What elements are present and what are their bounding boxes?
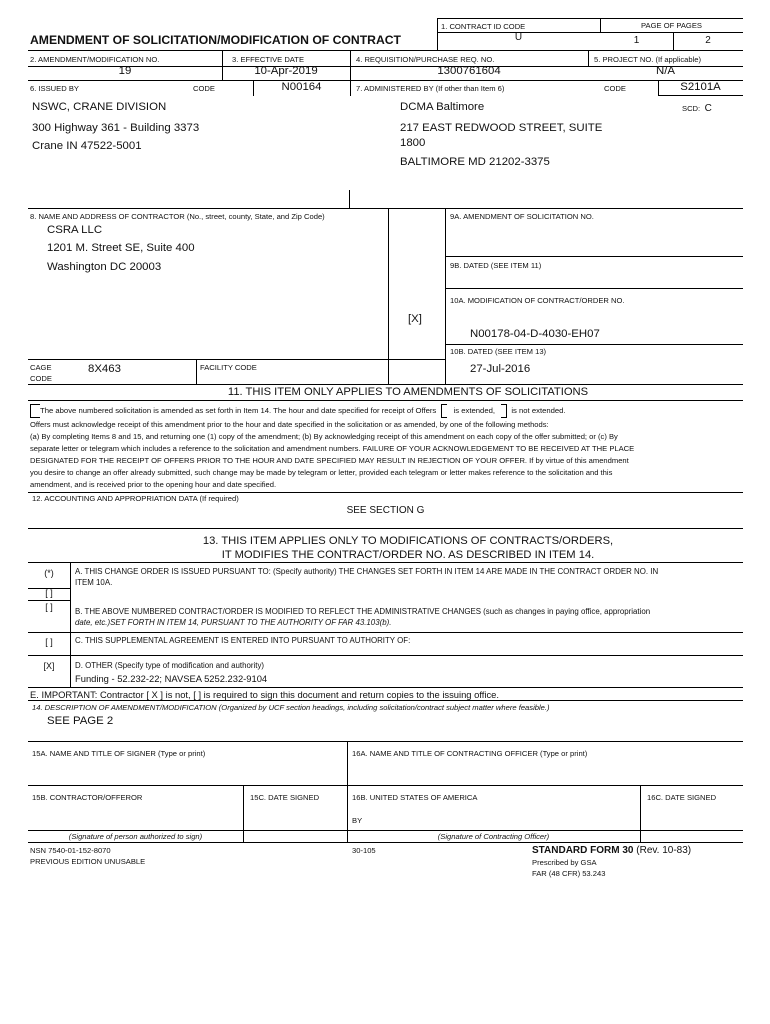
issuer-line-2: 300 Highway 361 - Building 3373 <box>32 122 200 134</box>
option-d-checkbox[interactable]: [X] <box>43 661 55 671</box>
item-14-value: SEE PAGE 2 <box>47 715 114 727</box>
project-no-value: N/A <box>656 65 675 77</box>
option-a-checkbox[interactable]: (*) <box>44 568 54 578</box>
not-extended-checkbox[interactable] <box>501 404 507 418</box>
item-11-para-6: amendment, and is received prior to the opening hour and date specified. <box>30 480 277 489</box>
issuer-line-1: NSWC, CRANE DIVISION <box>32 101 167 113</box>
option-b-text-2: date, etc.)SET FORTH IN ITEM 14, PURSUANT TO THE AUTHORITY OF FAR 43.103(b). <box>75 618 392 627</box>
option-c-checkbox[interactable]: [ ] <box>45 637 53 647</box>
item-10a-label: 10A. MODIFICATION OF CONTRACT/ORDER NO. <box>450 296 625 305</box>
important-line: E. IMPORTANT: Contractor [ X ] is not, [ ] is required to sign this document and return copies to the issuing office. <box>30 689 499 700</box>
item-11-para-4: DESIGNATED FOR THE RECEIPT OF OFFERS PRIOR TO THE HOUR AND DATE SPECIFIED MAY RESULT IN REJECTION OF YOUR OFFER. If by virtue of this amendment <box>30 456 629 465</box>
item-13-heading-2: IT MODIFIES THE CONTRACT/ORDER NO. AS DESCRIBED IN ITEM 14. <box>221 549 595 561</box>
signer-name-label: 15A. NAME AND TITLE OF SIGNER (Type or print) <box>32 749 206 758</box>
cage-label-2: CODE <box>30 374 52 383</box>
previous-edition-text: PREVIOUS EDITION UNUSABLE <box>30 857 146 866</box>
item-11-text-a: The above numbered solicitation is amended as set forth in Item 14. The hour and date specified for receipt of Offers <box>40 406 437 416</box>
item-10-checkbox[interactable]: [X] <box>408 313 422 325</box>
item-11-text-c: is not extended. <box>511 406 566 416</box>
administrator-line-2: 217 EAST REDWOOD STREET, SUITE <box>400 122 603 134</box>
standard-form-revision: (Rev. 10-83) <box>636 845 692 856</box>
prescribed-by-text: Prescribed by GSA <box>532 858 597 867</box>
issued-code-value: N00164 <box>281 81 322 93</box>
scd-value: C <box>704 103 712 114</box>
nsn-text: NSN 7540-01-152-8070 <box>30 846 111 855</box>
item-11-para-3: separate letter or telegram which includes a reference to the solicitation and amendment numbers. FAILURE OF YOUR ACKNOWLEDGEMENT TO BE RECEIVED AT THE PLACE <box>30 444 635 453</box>
administrator-line-4: BALTIMORE MD 21202-3375 <box>400 156 550 168</box>
solicitation-amended-checkbox[interactable] <box>30 404 40 418</box>
cage-label-1: CAGE <box>30 363 52 372</box>
item-9a-label: 9A. AMENDMENT OF SOLICITATION NO. <box>450 212 594 221</box>
page-of-pages-label: PAGE OF PAGES <box>641 21 702 30</box>
option-blank-checkbox[interactable]: [ ] <box>45 588 53 598</box>
option-a-text-2: ITEM 10A. <box>75 578 113 587</box>
page-number: 1 <box>633 35 640 46</box>
option-c-text: C. THIS SUPPLEMENTAL AGREEMENT IS ENTERED INTO PURSUANT TO AUTHORITY OF: <box>75 636 411 645</box>
page-count: 2 <box>705 35 711 46</box>
effective-date-value: 10-Apr-2019 <box>254 65 318 77</box>
amendment-no-value: 19 <box>118 65 132 77</box>
item-9b-label: 9B. DATED (SEE ITEM 11) <box>450 261 542 270</box>
form-title: AMENDMENT OF SOLICITATION/MODIFICATION OF CONTRACT <box>30 33 402 47</box>
far-reference-text: FAR (48 CFR) 53.243 <box>532 869 606 878</box>
item-11-line-1 <box>30 404 566 418</box>
item-11-para-5: you desire to change an offer already submitted, such change may be made by telegram or letter, provided each telegram or letter makes reference to the solicitation and this <box>30 468 613 477</box>
facility-code-label: FACILITY CODE <box>200 363 257 372</box>
contractor-offeror-label: 15B. CONTRACTOR/OFFEROR <box>32 793 143 802</box>
scd-label: SCD: <box>682 104 701 113</box>
item-11-para-2: (a) By completing Items 8 and 15, and returning one (1) copy of the amendment; (b) By acknowledging receipt of this amendment on each copy of the offer submitted; or (c) By <box>30 432 618 441</box>
by-label: BY <box>352 816 363 825</box>
effective-date-label: 3. EFFECTIVE DATE <box>232 55 305 64</box>
cage-code-value: 8X463 <box>88 363 121 375</box>
admin-code-label: CODE <box>604 84 626 93</box>
item-10b-date: 27-Jul-2016 <box>470 363 531 375</box>
item-12-label: 12. ACCOUNTING AND APPROPRIATION DATA (If required) <box>32 494 239 503</box>
item-10b-label: 10B. DATED (SEE ITEM 13) <box>450 347 547 356</box>
contractor-date-signed-label: 15C. DATE SIGNED <box>250 793 320 802</box>
option-a-text-1: A. THIS CHANGE ORDER IS ISSUED PURSUANT TO: (Specify authority) THE CHANGES SET FORTH IN ITEM 14 ARE MADE IN THE CONTRACT ORDER NO. IN <box>75 567 659 576</box>
item-12-value: SEE SECTION G <box>346 505 425 516</box>
scd-field <box>682 98 712 116</box>
contractor-signature-caption: (Signature of person authorized to sign) <box>68 832 203 841</box>
item-11-text-b: is extended, <box>453 406 496 416</box>
officer-signature-caption: (Signature of Contracting Officer) <box>437 832 550 841</box>
contractor-label: 8. NAME AND ADDRESS OF CONTRACTOR (No., street, county, State, and Zip Code) <box>30 212 325 221</box>
contractor-line-1: CSRA LLC <box>47 224 103 236</box>
contractor-line-2: 1201 M. Street SE, Suite 400 <box>47 242 195 254</box>
order-no-value: N00178-04-D-4030-EH07 <box>470 328 600 340</box>
administered-by-label: 7. ADMINISTERED BY (If other than Item 6) <box>356 84 505 93</box>
option-b-text-1: B. THE ABOVE NUMBERED CONTRACT/ORDER IS MODIFIED TO REFLECT THE ADMINISTRATIVE CHANGES (such as changes in paying office, appropriation <box>75 607 651 616</box>
standard-form-title: STANDARD FORM 30 <box>532 845 634 856</box>
issued-by-label: 6. ISSUED BY <box>30 84 79 93</box>
administrator-line-3: 1800 <box>400 137 426 149</box>
issuer-line-3: Crane IN 47522-5001 <box>32 140 142 152</box>
issued-code-label: CODE <box>193 84 215 93</box>
contract-id-code-value: U <box>514 32 523 43</box>
form-number-text: 30-105 <box>352 846 376 855</box>
amendment-no-label: 2. AMENDMENT/MODIFICATION NO. <box>30 55 160 64</box>
contracting-officer-name-label: 16A. NAME AND TITLE OF CONTRACTING OFFICER (Type or print) <box>352 749 588 758</box>
requisition-label: 4. REQUISITION/PURCHASE REQ. NO. <box>356 55 495 64</box>
project-no-label: 5. PROJECT NO. (If applicable) <box>594 55 702 64</box>
administrator-line-1: DCMA Baltimore <box>400 101 485 113</box>
contract-id-code-label: 1. CONTRACT ID CODE <box>441 22 526 31</box>
option-b-checkbox[interactable]: [ ] <box>45 602 53 612</box>
item-14-label: 14. DESCRIPTION OF AMENDMENT/MODIFICATION (Organized by UCF section headings, including solicitation/contract subject matter where feasible.) <box>32 703 550 712</box>
item-13-heading-1: 13. THIS ITEM APPLIES ONLY TO MODIFICATIONS OF CONTRACTS/ORDERS, <box>202 535 614 547</box>
admin-code-value: S2101A <box>680 81 721 93</box>
contractor-line-3: Washington DC 20003 <box>47 261 162 273</box>
requisition-value: 1300761604 <box>437 65 501 77</box>
option-d-text: D. OTHER (Specify type of modification and authority) <box>75 661 265 670</box>
item-11-para-1: Offers must acknowledge receipt of this amendment prior to the hour and date specified in the solicitation or as amended, by one of the following methods: <box>30 420 549 429</box>
united-states-label: 16B. UNITED STATES OF AMERICA <box>352 793 478 802</box>
item-11-heading: 11. THIS ITEM ONLY APPLIES TO AMENDMENTS OF SOLICITATIONS <box>227 386 589 398</box>
offers-extended-checkbox[interactable] <box>441 404 447 418</box>
option-d-detail: Funding - 52.232-22; NAVSEA 5252.232-9104 <box>75 673 268 684</box>
standard-form-line <box>532 845 691 856</box>
officer-date-signed-label: 16C. DATE SIGNED <box>647 793 717 802</box>
